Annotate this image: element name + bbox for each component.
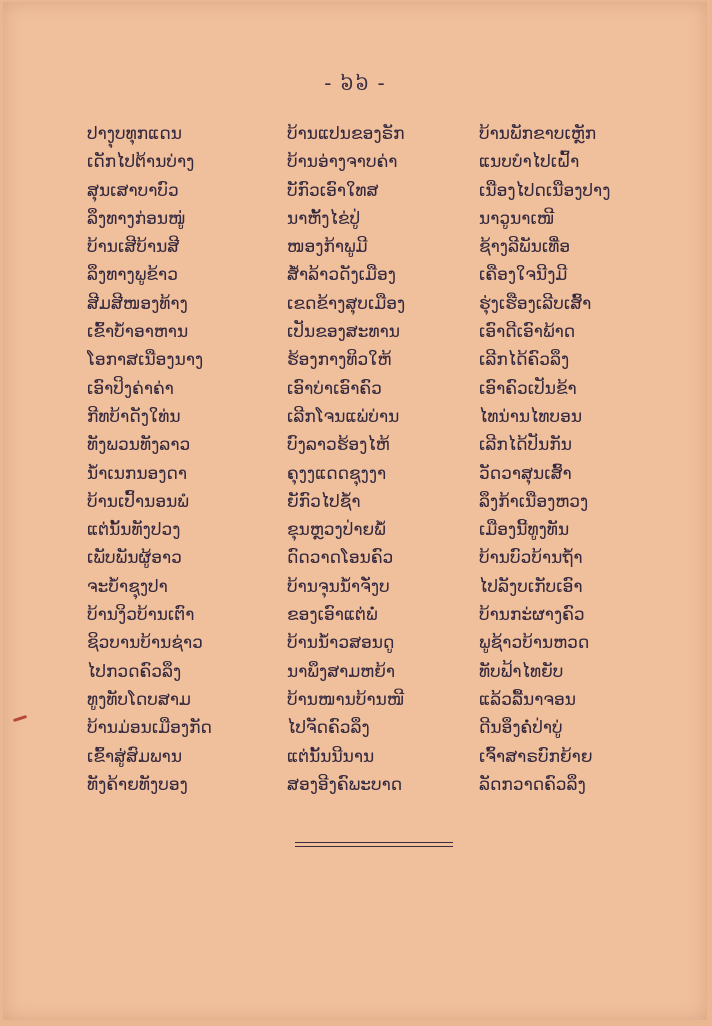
poem-line-col3: ໄທນ່ານໄທບອນ: [479, 406, 583, 427]
page-number: - ៦៦ -: [324, 71, 386, 95]
poem-line-col2: ຍັກົວໄປຊ້ຳ: [287, 491, 361, 512]
poem-line-col2: ເຂດຂ້າງສຸບເມືອງ: [287, 293, 406, 314]
poem-line-col3: ນາວູນາເໜີ: [479, 208, 555, 229]
poem-line-col3: ວັດວາສຸນເສົ້າ: [479, 463, 572, 484]
poem-line-col2: ບ້ານໜານບ້ານໜີ: [287, 689, 405, 710]
poem-line-col3: ເຈົ້າສາຣບົກຍ້າຍ: [479, 746, 593, 767]
poem-line-col3: ເອົາດີເອົາພ້າດ: [479, 322, 576, 343]
poem-line-col1: ໄປກວດຄົວລຶງ: [87, 661, 182, 682]
poem-line-col1: ທູງທັບໂດບສາມ: [87, 689, 191, 710]
poem-line-col3: ລັດກວາດຄົວລຶງ: [479, 774, 586, 795]
poem-line-col1: ເຂົ້າສູ່ສົມພານ: [87, 746, 183, 767]
poem-line-col2: ເປັນຂອງສະທານ: [287, 322, 400, 343]
poem-line-col3: ແນບບຳໄປເຝົ້າ: [479, 152, 580, 173]
poem-line-col2: ນາພຶງສາມຫຍ້າ: [287, 661, 396, 682]
poem-line-col1: ເພັບພັນຜູ້ອາວ: [87, 548, 182, 569]
poem-line-col1: ນ້ຳເນກນອງດາ: [87, 463, 188, 484]
poem-line-col3: ບ້ານກະ່ຜາງຄົວ: [479, 605, 585, 626]
poem-line-col2: ຂອງເອົາແຕ່ພໍ່: [287, 605, 378, 626]
poem-line-col2: ບ້ານຈຸນນ້ຳຈັ່ງບ: [287, 576, 390, 597]
poem-line-col1: ກີທບ້າດັງໃທ່ນ: [87, 406, 181, 427]
poem-line-col1: ເຂົ້າບ້ຳອາຫານ: [87, 322, 189, 343]
poem-line-col2: ບ້ານອ່າງຈາບຄ່າ: [287, 152, 398, 173]
poem-line-col2: ສອງອີງຄົພະບາດ: [287, 774, 403, 795]
poem-line-col2: ຄຸງງແດດຊຸງງາ: [287, 463, 387, 484]
poem-line-col2: ບົງລາວຮ້ອງໄຫ້: [287, 435, 390, 456]
poem-line-col2: ເລີກໂຈນແພ່ບ່ານ: [287, 406, 400, 427]
poem-line-col2: ບ້ານນ້ຳວສອນດູ: [287, 633, 395, 654]
poem-line-col3: ແລ້ວລື້ນາຈອນ: [479, 689, 576, 710]
document-page: [3, 2, 707, 1020]
poem-line-col1: ທັງຄ້າຍທັງບອງ: [87, 774, 188, 795]
margin-ink-mark: [13, 715, 27, 722]
poem-line-col2: ນາຫັ້ງໄຂ່ປູ່: [287, 208, 361, 229]
poem-line-col3: ເນືອງໄປດເນືອງປາງ: [479, 180, 611, 201]
poem-line-col3: ບ້ານບົວບ້ານຖ້ຳ: [479, 548, 583, 569]
poem-line-col3: ຊ້າງລີພັນເທື່ອ: [479, 237, 571, 258]
poem-line-col1: ລຶງທາງກ່ອນໜູ່: [87, 208, 186, 229]
poem-line-col1: ຊິວບານບ້ານຊ່າວ: [87, 633, 203, 654]
poem-line-col1: ບ້ານເສີບ້ານສີ: [87, 237, 180, 258]
poem-line-col1: ສຸນເສາບາບົວ: [87, 180, 179, 201]
poem-line-col3: ບ້ານພັກຂາບເຫຼັກ: [479, 124, 597, 144]
poem-line-col1: ຈະບ້ຳຊຸງປາ: [87, 576, 168, 597]
poem-line-col3: ເມືອງນີ້ທູງທັນ: [479, 520, 570, 541]
poem-line-col2: ຮ້ອງກາງທິວໃຫ້: [287, 350, 392, 371]
poem-line-col2: ໄປຈັດຄົວລຶງ: [287, 718, 370, 739]
closing-double-rule: [295, 842, 453, 847]
poem-line-col2: ຂຸນຫຼວງປ່າຍພໍ້: [287, 520, 386, 541]
poem-line-col3: ພູຊ້າວບ້ານຫວດ: [479, 633, 590, 654]
poem-line-col1: ທັງພວນທັງລາວ: [87, 435, 191, 456]
poem-line-col3: ທັບຟ້າໄທຍັບ: [479, 661, 564, 682]
poem-line-col1: ປາງຸບທຸກແດນ: [87, 124, 182, 144]
poem-line-col2: ດົດວາດໂອນຄົວ: [287, 548, 394, 569]
poem-line-col1: ເດັກໄປຕ້ານບ່າງ: [87, 152, 195, 173]
poem-line-col2: ສ້ຳລ້າວດັງເມືອງ: [287, 265, 396, 286]
poem-line-col3: ເລີກໄດ້ປັນກັນ: [479, 435, 572, 456]
poem-line-col2: ບ້ານແປນຂອງຣັກ: [287, 124, 405, 144]
poem-text-columns: [87, 120, 647, 799]
poem-line-col1: ບ້ານເປົ້ານອນພໍ: [87, 491, 189, 512]
poem-line-col3: ໄປລັງບເກັບເອົາ: [479, 576, 583, 597]
poem-line-col3: ເຄືອງໃຈນີງມີ: [479, 265, 568, 286]
poem-line-col2: ບັກົວເອົາໃທສ: [287, 180, 379, 201]
poem-line-col1: ໂອກາສເນືອງນາງ: [87, 350, 204, 371]
poem-line-col1: ບ້ານມ່ອນເມືອງກັດ: [87, 718, 212, 739]
poem-line-col1: ແຕ່ນັ້ນທັງປວງ: [87, 520, 181, 541]
poem-line-col3: ຮຸ່ງເຮືອງເລີບເສົ້າ: [479, 293, 592, 314]
poem-line-col1: ສີມສີໜອງທ້າງ: [87, 293, 188, 314]
poem-line-col2: ໜອງກ້າພູມີ: [287, 237, 368, 258]
poem-line-col1: ລຶງທາງພູຂ້າວ: [87, 265, 178, 286]
poem-line-col2: ເອົາບ່າເອົາຄົວ: [287, 378, 382, 399]
poem-line-col3: ດີນອຶງຄໍ່ປ່າບູ່: [479, 718, 563, 739]
poem-line-col3: ເລີກໄດ້ຄົວລຶງ: [479, 350, 570, 371]
poem-line-col1: ເອົາປິງຄ່າຄ່າ: [87, 378, 174, 399]
poem-line-col3: ເອົາຄົວເປັນຂ້າ: [479, 378, 577, 399]
poem-line-col2: ແຕ່ນັ້ນນີນານ: [287, 746, 375, 767]
poem-line-col3: ລຶງກ້າເນືອງຫວງ: [479, 491, 589, 512]
poem-line-col1: ບ້ານງິວບ້ານເຕົາ: [87, 605, 195, 626]
